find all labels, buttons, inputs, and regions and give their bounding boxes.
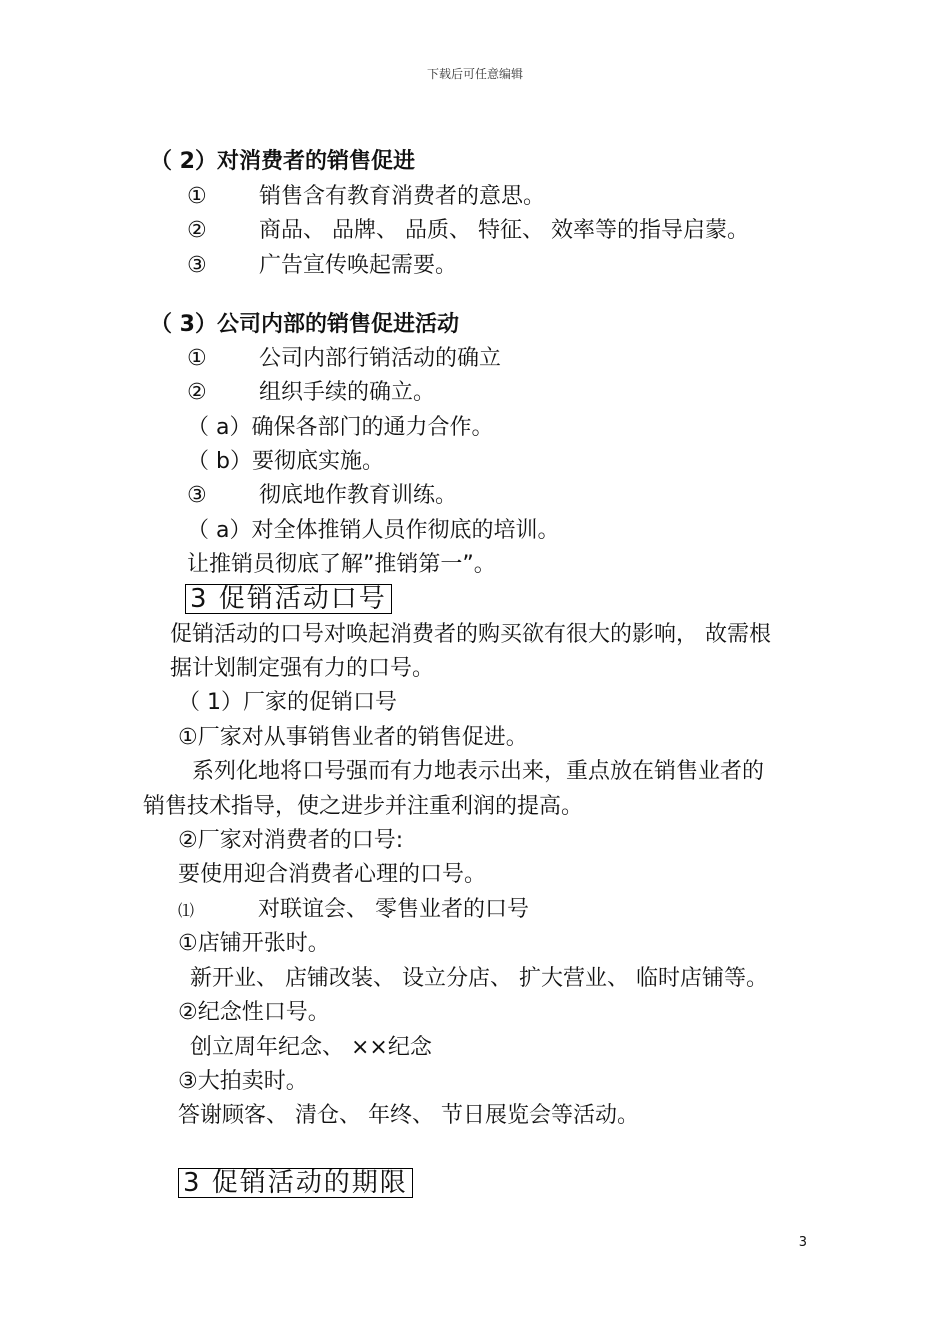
item-number: ② (187, 218, 207, 243)
paragraph: 新开业、 店铺改装、 设立分店、 扩大营业、 临时店铺等。 (190, 966, 768, 991)
section-2-title: （ 2）对消费者的销售促进 (150, 149, 415, 174)
item-number: ⑴ (178, 901, 195, 920)
paragraph: 创立周年纪念、 ××纪念 (190, 1035, 432, 1060)
item-text: 对联谊会、 零售业者的口号 (258, 897, 529, 922)
list-item (187, 380, 435, 406)
page-header: 下载后可任意编辑 (426, 67, 523, 81)
item-text: 公司内部行销活动的确立 (259, 346, 502, 371)
item-text: 商品、 品牌、 品质、 特征、 效率等的指导启蒙。 (259, 218, 749, 243)
item-number: ③ (187, 483, 207, 508)
sub-item-b: （ b）要彻底实施。 (187, 449, 384, 474)
boxed-heading: 3 促销活动口号 (185, 584, 392, 614)
item-number: ② (187, 380, 207, 405)
list-item: ②纪念性口号。 (178, 1000, 330, 1025)
list-item: ①店铺开张时。 (178, 931, 330, 956)
list-item (187, 184, 545, 210)
paragraph: 系列化地将口号强而有力地表示出来，重点放在销售业者的 (192, 759, 765, 784)
list-item (187, 346, 501, 372)
sub-heading: （ 1）厂家的促销口号 (178, 690, 397, 715)
section-3-title: （ 3）公司内部的销售促进活动 (150, 312, 459, 337)
paragraph: 据计划制定强有力的口号。 (170, 656, 435, 681)
paragraph: 销售技术指导，使之进步并注重利润的提高。 (143, 794, 584, 819)
list-item: ①厂家对从事销售业者的销售促进。 (178, 725, 528, 750)
item-number: ① (187, 346, 207, 371)
list-item: ③大拍卖时。 (178, 1069, 308, 1094)
list-item (187, 218, 749, 244)
item-text: 组织手续的确立。 (259, 380, 436, 405)
item-number: ① (187, 184, 207, 209)
section-heading (185, 584, 392, 614)
sub-item-a: （ a）对全体推销人员作彻底的培训。 (187, 518, 560, 543)
item-number: ③ (187, 253, 207, 278)
list-item (178, 897, 529, 924)
sub-item-a: （ a）确保各部门的通力合作。 (187, 415, 494, 440)
list-item (187, 253, 457, 279)
item-text: 彻底地作教育训练。 (259, 483, 458, 508)
item-text: 广告宣传唤起需要。 (259, 253, 458, 278)
list-item (187, 483, 457, 509)
boxed-heading: 3 促销活动的期限 (178, 1168, 413, 1198)
paragraph: 要使用迎合消费者心理的口号。 (178, 862, 487, 887)
paragraph: 答谢顾客、 清仓、 年终、 节日展览会等活动。 (178, 1103, 639, 1128)
paragraph: 让推销员彻底了解”推销第一”。 (187, 552, 496, 577)
item-text: 销售含有教育消费者的意思。 (259, 184, 546, 209)
paragraph: 促销活动的口号对唤起消费者的购买欲有很大的影响， 故需根 (170, 622, 771, 647)
page-number: 3 (798, 1235, 807, 1250)
list-item: ②厂家对消费者的口号: (178, 828, 404, 853)
section-heading (178, 1168, 413, 1198)
